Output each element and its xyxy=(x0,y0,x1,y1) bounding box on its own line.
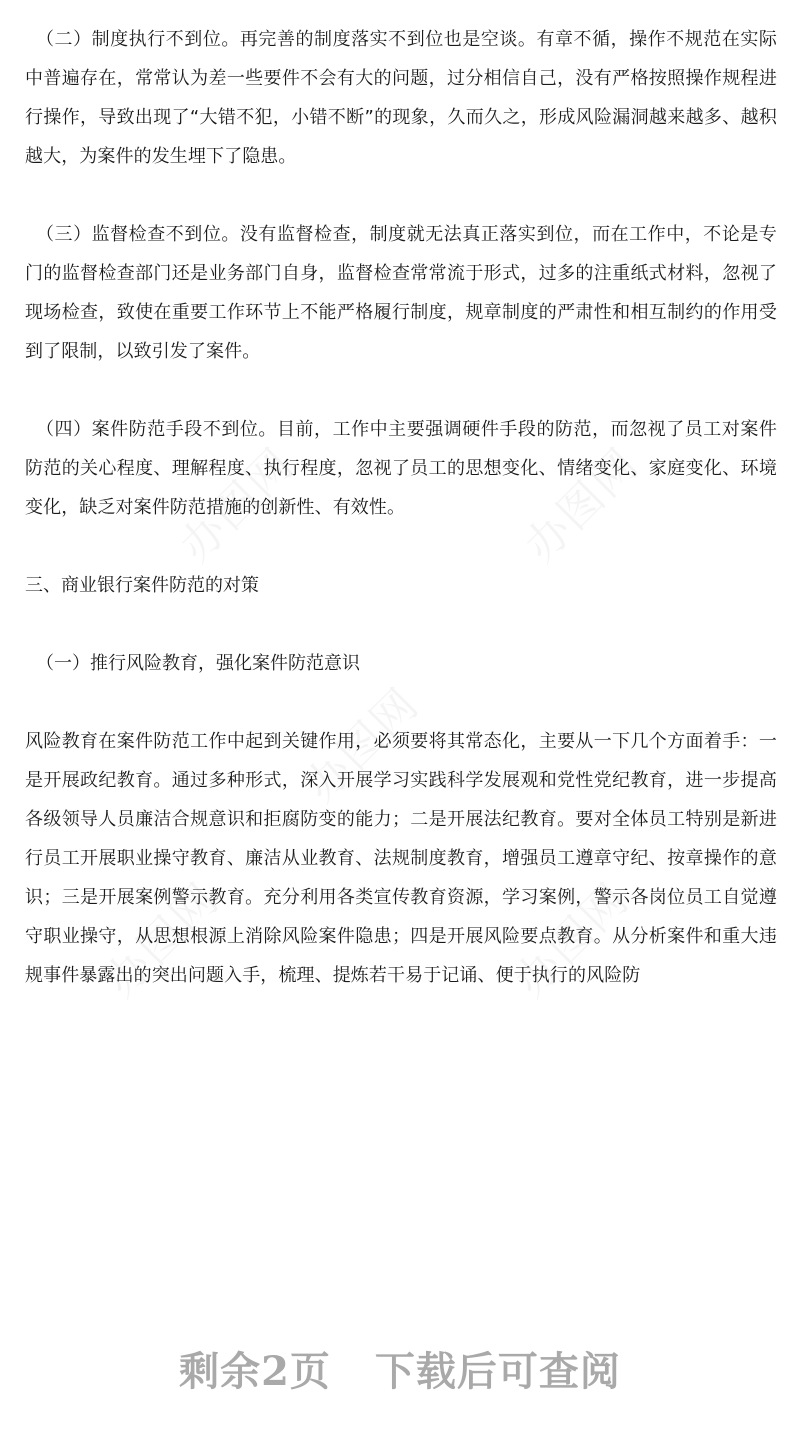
remaining-pages-label: 剩余2页 xyxy=(179,1348,331,1395)
paragraph-prevention-means: （四）案件防范手段不到位。目前，工作中主要强调硬件手段的防范，而忽视了员工对案件防范的关心程度、理解程度、执行程度，忽视了员工的思想变化、情绪变化、家庭变化、环境变化，缺乏对案件防范措施的创新性、有效性。 xyxy=(25,419,777,518)
paragraph-supervision: （三）监督检查不到位。没有监督检查，制度就无法真正落实到位，而在工作中，不论是专门的监督检查部门还是业务部门自身，监督检查常常流于形式，过多的注重纸式材料，忽视了现场检查，致使在重要工作环节上不能严格履行制度，规章制度的严肃性和相互制约的作用受到了限制，以致引发了案件。 xyxy=(25,224,777,362)
paragraph-institution-execution: （二）制度执行不到位。再完善的制度落实不到位也是空谈。有章不循，操作不规范在实际中普遍存在，常常认为差一些要件不会有大的问题，过分相信自己，没有严格按照操作规程进行操作，导致出现了“大错不犯，小错不断”的现象，久而久之，形成风险漏洞越来越多、越积越大，为案件的发生埋下了隐患。 xyxy=(25,29,777,167)
download-banner[interactable] xyxy=(0,1340,800,1397)
section-heading: 三、商业银行案件防范的对策 xyxy=(25,575,259,596)
download-to-view-label: 下载后可查阅 xyxy=(374,1348,621,1395)
sub-heading: （一）推行风险教育，强化案件防范意识 xyxy=(36,653,360,674)
paragraph-risk-education: 风险教育在案件防范工作中起到关键作用，必须要将其常态化，主要从一下几个方面着手：一是开展政纪教育。通过多种形式，深入开展学习实践科学发展观和党性党纪教育，进一步提高各级领导人员廉洁合规意识和拒腐防变的能力；二是开展法纪教育。要对全体员工特别是新进行员工开展职业操守教育、廉洁从业教育、法规制度教育，增强员工遵章守纪、按章操作的意识；三是开展案例警示教育。充分利用各类宣传教育资源，学习案例，警示各岗位员工自觉遵守职业操守，从思想根源上消除风险案件隐患；四是开展风险要点教育。从分析案件和重大违规事件暴露出的突出问题入手，梳理、提炼若干易于记诵、便于执行的风险防 xyxy=(25,731,777,986)
document-body xyxy=(25,20,777,1034)
